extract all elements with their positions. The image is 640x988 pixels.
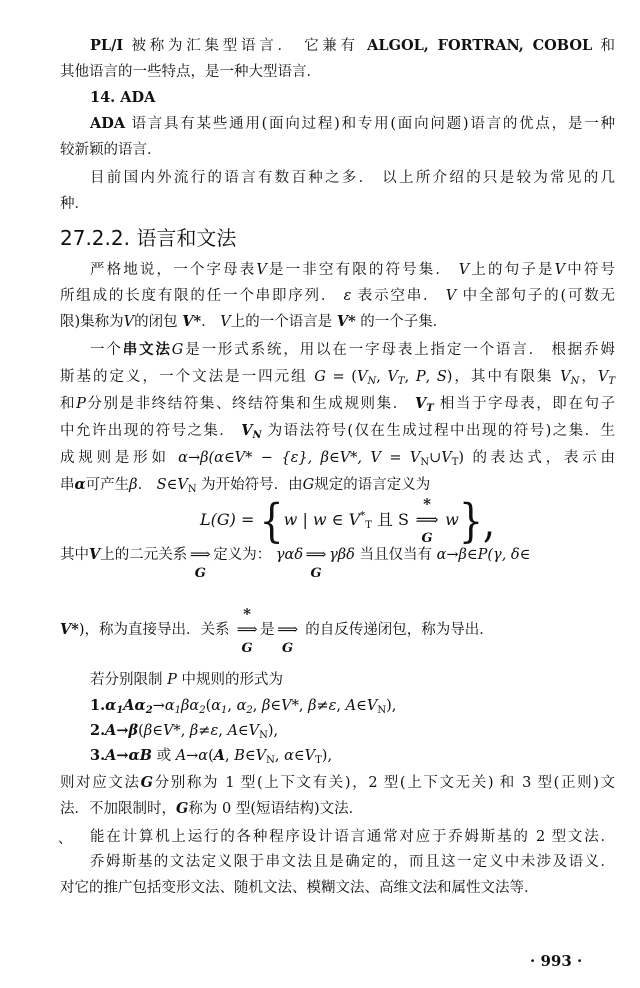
text-run: 上的一个语言是 bbox=[230, 314, 337, 330]
math-text: ADA bbox=[90, 115, 126, 132]
math-run bbox=[90, 697, 105, 714]
math-run bbox=[89, 546, 100, 563]
math-text: P bbox=[76, 396, 86, 412]
math-run bbox=[262, 698, 299, 714]
text-run: )，其中有限集 bbox=[446, 369, 561, 385]
text-line bbox=[90, 827, 615, 847]
math-run bbox=[141, 774, 153, 791]
math-run bbox=[329, 547, 355, 563]
math-text: V bbox=[123, 314, 135, 330]
math-run bbox=[598, 369, 615, 385]
text-line bbox=[60, 799, 615, 819]
text-run: 为开始符号．由 bbox=[196, 477, 303, 493]
math-run bbox=[276, 547, 303, 563]
text-run: 的闭包 bbox=[134, 314, 183, 330]
subscript: N bbox=[420, 457, 430, 468]
text-run: 上的句子是 bbox=[469, 262, 555, 278]
subscript: 1 bbox=[221, 705, 228, 716]
text-run: 法．不加限制时， bbox=[60, 801, 176, 817]
math-run bbox=[182, 313, 201, 330]
derivation-arrow bbox=[414, 495, 440, 546]
text-run: 若分别限制 bbox=[90, 672, 168, 688]
text-line bbox=[60, 878, 615, 898]
math-run bbox=[176, 800, 188, 817]
subscript: 1 bbox=[174, 705, 181, 716]
math-text: Aα bbox=[123, 697, 146, 714]
math-text: 14. ADA bbox=[90, 89, 156, 106]
math-run bbox=[105, 722, 138, 739]
math-run bbox=[76, 396, 86, 412]
math-run bbox=[220, 314, 230, 330]
text-run: 能在计算机上运行的各种程序设计语言通常对应于乔姆斯基的 2 型文法． bbox=[90, 829, 615, 845]
math-run bbox=[123, 697, 152, 714]
text-run: 中全部句子的(可数无 bbox=[456, 288, 616, 304]
math-text: V bbox=[220, 314, 231, 330]
math-text: V bbox=[560, 369, 571, 385]
math-run bbox=[105, 697, 123, 714]
subscript: N bbox=[259, 730, 268, 741]
subscript: N bbox=[266, 755, 275, 766]
text-run: ． bbox=[137, 477, 157, 493]
subscript: 2 bbox=[246, 705, 253, 716]
text-run: 斯基的定义，一个文法是一四元组 bbox=[60, 369, 315, 385]
text-run: 上的二元关系 bbox=[100, 547, 188, 563]
text-line bbox=[60, 194, 615, 214]
text-line bbox=[60, 312, 615, 332]
text-run: 为语法符号(仅在生成过程中出现的符号)之集．生 bbox=[261, 423, 616, 439]
text-run: , bbox=[180, 723, 190, 739]
grammar-label: G bbox=[241, 641, 253, 656]
math-text: A∈V bbox=[345, 698, 378, 714]
subscript: T bbox=[397, 376, 405, 387]
text-line bbox=[90, 88, 615, 108]
text-line bbox=[90, 696, 615, 716]
math-run bbox=[75, 476, 86, 493]
text-run: 目前国内外流行的语言有数百种之多． 以上所介绍的只是较为常见的几 bbox=[90, 170, 615, 186]
text-run: 或 bbox=[151, 748, 176, 764]
math-text: P bbox=[415, 369, 426, 385]
subscript: 2 bbox=[145, 705, 153, 716]
text-run: 是 bbox=[260, 622, 275, 638]
text-line bbox=[90, 670, 615, 690]
text-line bbox=[60, 62, 615, 82]
math-run bbox=[90, 115, 125, 132]
math-text: α bbox=[236, 698, 247, 714]
formula-conj: 且 S bbox=[371, 510, 415, 529]
math-run bbox=[90, 89, 155, 106]
math-text: 串文法 bbox=[122, 341, 172, 358]
math-text: ALGOL, FORTRAN, COBOL bbox=[367, 37, 593, 54]
math-run bbox=[157, 477, 188, 493]
math-run bbox=[190, 723, 218, 739]
text-run: 较新颖的语言． bbox=[60, 142, 162, 158]
double-arrow: ⟹ bbox=[305, 547, 327, 563]
text-line bbox=[90, 721, 615, 741]
text-line bbox=[60, 421, 615, 441]
math-text: V bbox=[458, 262, 470, 278]
math-text: V bbox=[387, 369, 398, 385]
text-line bbox=[90, 260, 615, 280]
text-run: 是一形式系统，用以在一字母表上指定一个语言． 根据乔姆 bbox=[183, 342, 616, 358]
formula-brace-close: }, bbox=[458, 494, 496, 547]
math-run bbox=[346, 698, 378, 714]
text-run: 所组成的长度有限的任一个串即序列． bbox=[60, 288, 344, 304]
math-text: A→α bbox=[175, 748, 209, 764]
derivation-arrow bbox=[303, 545, 329, 581]
math-run bbox=[387, 369, 404, 385]
double-arrow: ⟹ bbox=[236, 622, 258, 638]
double-arrow: ⟹ bbox=[415, 510, 439, 529]
math-text: β∈V* bbox=[143, 723, 181, 739]
math-run bbox=[90, 37, 123, 54]
text-run: 中允许出现的符号之集． bbox=[60, 423, 242, 439]
math-text: α bbox=[105, 697, 117, 714]
math-text: β≠ε bbox=[189, 723, 219, 739]
subscript: T bbox=[426, 403, 434, 414]
text-run: 串 bbox=[60, 477, 75, 493]
text-line bbox=[60, 475, 615, 495]
text-line bbox=[60, 140, 615, 160]
math-text: G bbox=[171, 342, 184, 358]
math-run bbox=[560, 369, 579, 385]
text-run: 被称为汇集型语言． 它兼有 bbox=[123, 38, 368, 54]
text-run: ), bbox=[267, 723, 279, 739]
math-text: V bbox=[597, 369, 609, 385]
text-run: , bbox=[376, 369, 388, 385]
double-arrow: ⟹ bbox=[189, 547, 211, 563]
text-run: 当且仅当有 bbox=[354, 547, 437, 563]
section-heading: 27.2.2. 语言和文法 bbox=[60, 226, 237, 250]
math-run bbox=[144, 723, 181, 739]
math-text: A→αB bbox=[105, 747, 152, 764]
math-text: α bbox=[211, 698, 222, 714]
text-run: 成规则是形如 bbox=[60, 450, 179, 466]
formula-sup: * bbox=[360, 510, 366, 522]
text-run: ( bbox=[208, 748, 214, 764]
math-text: V* bbox=[182, 313, 202, 330]
math-run bbox=[415, 395, 434, 412]
text-run: )，称为直接导出．关系 bbox=[78, 622, 235, 638]
math-run bbox=[256, 262, 266, 278]
math-run bbox=[337, 313, 356, 330]
text-run: 表示空串． bbox=[351, 288, 446, 304]
formula-lhs: L(G) = bbox=[200, 510, 260, 529]
math-text: V bbox=[356, 369, 368, 385]
math-text: V bbox=[414, 395, 427, 412]
text-run: 中符号 bbox=[565, 262, 616, 278]
math-text: G bbox=[176, 800, 189, 817]
text-run: 中规则的形式为 bbox=[176, 672, 283, 688]
math-run bbox=[105, 747, 152, 764]
text-run: 分别是非终结符集、终结符集和生成规则集． bbox=[85, 396, 415, 412]
math-run bbox=[237, 698, 253, 714]
math-run bbox=[227, 723, 259, 739]
math-run bbox=[90, 722, 105, 739]
math-run bbox=[153, 698, 181, 714]
text-run: 种． bbox=[60, 196, 89, 212]
math-text: V* bbox=[336, 313, 356, 330]
text-run: ( bbox=[205, 698, 212, 714]
text-run: , bbox=[336, 698, 346, 714]
math-run bbox=[167, 672, 177, 688]
text-run: 限)集称为 bbox=[60, 314, 124, 330]
math-run bbox=[176, 748, 208, 764]
subscript: T bbox=[608, 376, 616, 387]
text-line bbox=[90, 852, 615, 872]
math-run bbox=[188, 477, 197, 493]
text-line bbox=[60, 367, 615, 387]
subscript: 1 bbox=[116, 705, 124, 716]
derivation-arrow bbox=[275, 620, 301, 656]
text-run: , bbox=[425, 369, 437, 385]
subscript: N bbox=[187, 484, 197, 495]
derivation-arrow bbox=[234, 605, 260, 656]
math-run bbox=[315, 748, 322, 764]
math-run bbox=[459, 262, 469, 278]
math-run bbox=[357, 369, 376, 385]
text-line bbox=[60, 286, 615, 306]
math-run bbox=[178, 450, 420, 466]
stray-mark: 、 bbox=[58, 831, 72, 847]
math-text: G bbox=[302, 477, 315, 493]
formula-sub: T bbox=[365, 520, 372, 531]
math-text: β∈V* bbox=[262, 698, 299, 714]
math-text: S bbox=[436, 369, 447, 385]
math-run bbox=[123, 341, 172, 358]
text-run: , bbox=[218, 723, 228, 739]
text-line bbox=[90, 168, 615, 188]
math-run bbox=[416, 369, 426, 385]
text-run: 的自反传递闭包，称为导出． bbox=[300, 622, 494, 638]
grammar-label: G bbox=[282, 641, 294, 656]
math-run bbox=[234, 748, 266, 764]
text-line bbox=[90, 114, 615, 134]
text-line bbox=[90, 746, 615, 766]
math-text: V bbox=[445, 288, 457, 304]
math-text: V bbox=[89, 546, 101, 563]
math-text: S∈V bbox=[156, 477, 188, 493]
math-text: A∈V bbox=[227, 723, 260, 739]
language-definition-formula bbox=[200, 494, 496, 547]
text-run: 和 bbox=[60, 396, 77, 412]
math-text: γαδ bbox=[275, 547, 304, 563]
math-text: 1. bbox=[90, 697, 106, 714]
math-text: P bbox=[167, 672, 177, 688]
math-text: β≠ε bbox=[308, 698, 337, 714]
text-run: ， bbox=[579, 369, 598, 385]
text-run: 和 bbox=[592, 38, 616, 54]
subscript: 2 bbox=[199, 705, 206, 716]
math-text: βα bbox=[181, 698, 200, 714]
text-run: 称为 0 型(短语结构)文法． bbox=[188, 801, 364, 817]
derivation-arrow bbox=[187, 545, 213, 581]
text-line bbox=[60, 448, 615, 468]
math-run bbox=[60, 621, 79, 638]
text-run: 可产生 bbox=[85, 477, 130, 493]
text-run: , bbox=[298, 698, 309, 714]
math-text: 2. bbox=[90, 722, 106, 739]
text-run: ( bbox=[138, 723, 144, 739]
math-text: α→β(α∈V* − {ε}, β∈V*, V = V bbox=[178, 450, 421, 466]
text-line bbox=[90, 340, 615, 360]
math-text: 3. bbox=[90, 747, 106, 764]
text-run: 其他语言的一些特点，是一种大型语言． bbox=[60, 64, 321, 80]
math-text: ε bbox=[343, 288, 352, 304]
math-text: B∈V bbox=[234, 748, 267, 764]
math-text: PL/I bbox=[90, 37, 124, 54]
text-run: ) 的表达式，表示由 bbox=[458, 450, 616, 466]
star-mark: * bbox=[243, 605, 252, 623]
math-run bbox=[90, 747, 105, 764]
math-run bbox=[437, 547, 531, 563]
grammar-label: G bbox=[194, 566, 206, 581]
math-text: α bbox=[74, 476, 86, 493]
math-text: α→β∈P(γ, δ∈ bbox=[436, 547, 531, 563]
text-run: 乔姆斯基的文法定义限于串文法且是确定的，而且这一定义中未涉及语义． bbox=[90, 854, 615, 870]
formula-brace-open: { bbox=[259, 494, 284, 547]
math-text: A bbox=[213, 747, 226, 764]
math-run bbox=[266, 748, 275, 764]
grammar-label: G bbox=[310, 566, 322, 581]
text-line bbox=[60, 394, 615, 414]
text-run: 是一非空有限的符号集． bbox=[266, 262, 459, 278]
text-run: 一个 bbox=[90, 342, 123, 358]
text-line bbox=[60, 545, 615, 581]
text-run: 规定的语言定义为 bbox=[314, 477, 431, 493]
text-run: 其中 bbox=[60, 547, 89, 563]
math-run bbox=[429, 450, 452, 466]
text-run: = ( bbox=[325, 369, 357, 385]
math-text: V bbox=[554, 262, 566, 278]
text-run: 定义为： bbox=[213, 547, 276, 563]
page-number: · 993 · bbox=[530, 952, 583, 970]
math-run bbox=[211, 698, 227, 714]
math-text: α∈V bbox=[284, 748, 316, 764]
text-run: ), bbox=[386, 698, 397, 714]
text-run: , bbox=[404, 369, 416, 385]
math-run bbox=[314, 369, 326, 385]
math-text: β bbox=[129, 477, 138, 493]
subscript: N bbox=[367, 376, 377, 387]
text-run: 语言具有某些通用(面向过程)和专用(面向问题)语言的优点，是一种 bbox=[125, 116, 615, 132]
math-run bbox=[284, 748, 315, 764]
math-text: V bbox=[241, 422, 253, 439]
text-run: 的一个子集． bbox=[355, 314, 448, 330]
math-text: G bbox=[140, 774, 154, 791]
math-text: A→β bbox=[105, 722, 139, 739]
text-run: , bbox=[252, 698, 263, 714]
text-run: , bbox=[227, 698, 237, 714]
math-run bbox=[367, 37, 592, 54]
text-line bbox=[90, 36, 615, 56]
formula-body: w | w ∈ V bbox=[283, 510, 361, 529]
math-run bbox=[214, 747, 225, 764]
math-run bbox=[124, 314, 134, 330]
subscript: N bbox=[570, 376, 580, 387]
text-run: ), bbox=[321, 748, 333, 764]
math-run bbox=[129, 477, 137, 493]
math-run bbox=[555, 262, 565, 278]
text-run: , bbox=[274, 748, 285, 764]
text-run: ． bbox=[201, 314, 221, 330]
text-line bbox=[60, 605, 615, 656]
text-run: , bbox=[225, 748, 235, 764]
math-text: ∪V bbox=[429, 450, 452, 466]
math-text: →α bbox=[152, 698, 175, 714]
text-run: 相当于字母表，即在句子 bbox=[433, 396, 616, 412]
subscript: N bbox=[252, 430, 262, 441]
math-run bbox=[446, 288, 456, 304]
math-run bbox=[377, 698, 386, 714]
math-run bbox=[172, 342, 184, 358]
text-line bbox=[60, 773, 615, 793]
subscript: T bbox=[451, 457, 459, 468]
subscript: T bbox=[315, 755, 322, 766]
math-text: V* bbox=[60, 621, 79, 638]
math-run bbox=[241, 422, 261, 439]
math-run bbox=[181, 698, 206, 714]
text-run: 严格地说，一个字母表 bbox=[90, 262, 257, 278]
math-run bbox=[308, 698, 336, 714]
math-text: V bbox=[256, 262, 267, 278]
math-run bbox=[259, 723, 268, 739]
text-run: 分别称为 1 型(上下文有关)，2 型(上下文无关) 和 3 型(正则)文 bbox=[153, 775, 615, 791]
text-run: 则对应文法 bbox=[60, 775, 141, 791]
grammar-label: G bbox=[421, 531, 433, 546]
star-mark: * bbox=[423, 495, 432, 513]
text-run: 对它的推广包括变形文法、随机文法、模糊文法、高维文法和属性文法等． bbox=[60, 880, 539, 896]
math-run bbox=[437, 369, 447, 385]
math-text: γβδ bbox=[329, 547, 355, 563]
double-arrow: ⟹ bbox=[277, 622, 298, 638]
math-text: G bbox=[314, 369, 326, 385]
math-run bbox=[420, 450, 429, 466]
formula-w: w bbox=[440, 510, 459, 529]
subscript: N bbox=[377, 705, 387, 716]
math-run bbox=[303, 477, 315, 493]
